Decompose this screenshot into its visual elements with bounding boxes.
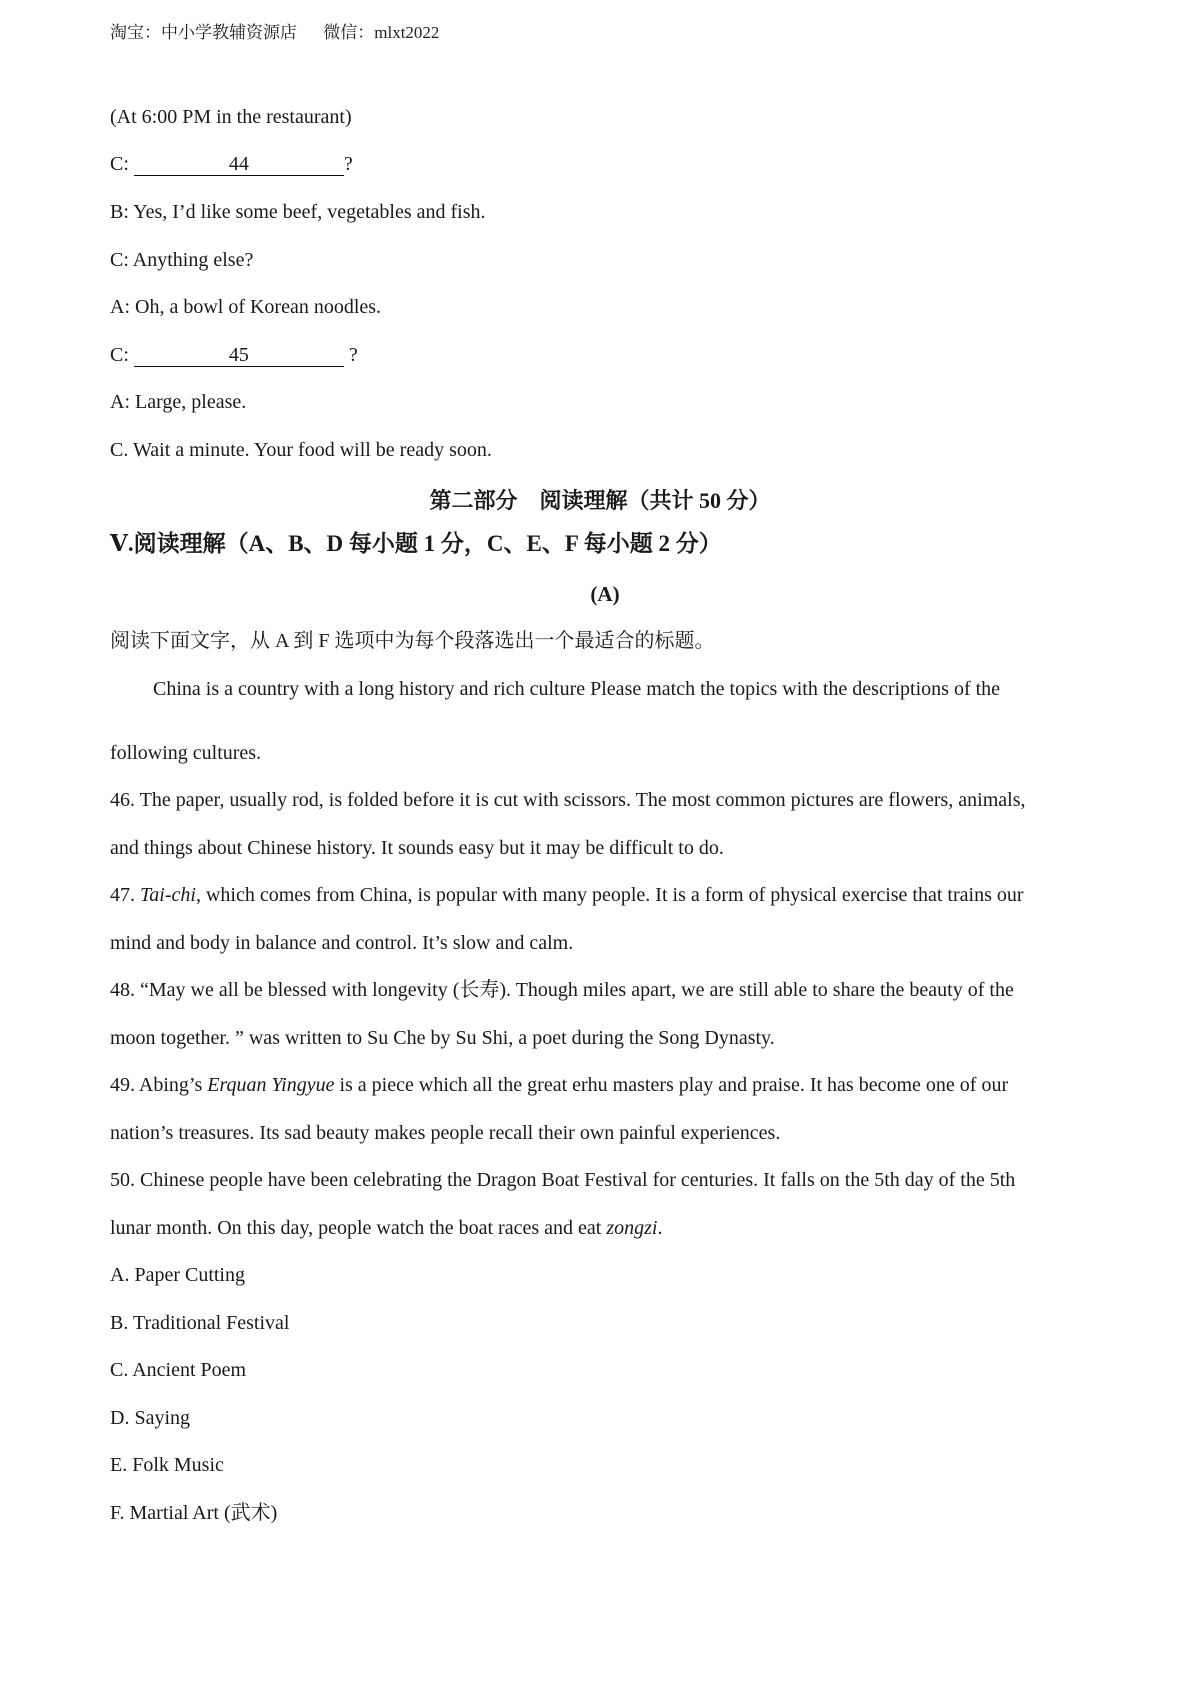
dialogue-line-a1: A: Oh, a bowl of Korean noodles.: [110, 296, 382, 318]
question-49-line-1: [110, 1073, 1008, 1097]
dialogue-line-a2: A: Large, please.: [110, 391, 247, 413]
question-47-line-2: mind and body in balance and control. It’s slow and calm.: [110, 932, 574, 954]
answer-blank-44[interactable]: 44: [134, 153, 344, 176]
question-47-line-1: [110, 883, 1024, 907]
question-48-line-1: 48. “May we all be blessed with longevity (长寿). Though miles apart, we are still able to share the beauty of the: [110, 979, 1014, 1001]
question-48-line-2: moon together. ” was written to Su Che by Su Shi, a poet during the Song Dynasty.: [110, 1027, 775, 1049]
option-e: E. Folk Music: [110, 1454, 224, 1476]
question-text: .: [657, 1217, 663, 1239]
subsection-label: (A): [590, 582, 620, 606]
question-text: lunar month. On this day, people watch the boat races and eat: [110, 1217, 607, 1239]
option-d: D. Saying: [110, 1407, 190, 1429]
question-46-line-2: and things about Chinese history. It sounds easy but it may be difficult to do.: [110, 837, 724, 859]
option-f: F. Martial Art (武术): [110, 1502, 278, 1524]
question-46-line-1: 46. The paper, usually rod, is folded before it is cut with scissors. The most common pictures are flowers, animals,: [110, 789, 1026, 811]
question-49-line-2: nation’s treasures. Its sad beauty makes people recall their own painful experiences.: [110, 1122, 781, 1144]
dialogue-line-b1: B: Yes, I’d like some beef, vegetables and fish.: [110, 201, 486, 223]
section-heading: Ⅴ.阅读理解（A、B、D 每小题 1 分，C、E、F 每小题 2 分）: [110, 531, 722, 556]
italic-term: zongzi: [606, 1217, 658, 1239]
answer-blank-45[interactable]: 45: [134, 344, 344, 367]
question-mark: ?: [343, 344, 358, 366]
question-text: , which comes from China, is popular with many people. It is a form of physical exercise that trains our: [195, 884, 1024, 906]
italic-term: Tai-chi: [140, 884, 196, 906]
question-number: 47.: [110, 884, 140, 906]
italic-term: Erquan Yingyue: [207, 1074, 335, 1096]
question-mark: ?: [343, 153, 353, 175]
header-wechat: 微信：mlxt2022: [323, 23, 440, 42]
option-c: C. Ancient Poem: [110, 1359, 247, 1381]
question-text: 49. Abing’s: [110, 1074, 208, 1096]
question-50-line-2: [110, 1216, 662, 1240]
intro-line-1: China is a country with a long history and rich culture Please match the topics with the descriptions of the: [153, 678, 1001, 700]
dialogue-line-c4: C. Wait a minute. Your food will be ready soon.: [110, 439, 492, 461]
page-header: [110, 18, 461, 43]
option-b: B. Traditional Festival: [110, 1312, 290, 1334]
part-title: 第二部分 阅读理解（共计 50 分）: [429, 488, 771, 513]
option-a: A. Paper Cutting: [110, 1264, 245, 1286]
dialogue-scene: (At 6:00 PM in the restaurant): [110, 106, 352, 128]
question-text: is a piece which all the great erhu masters play and praise. It has become one of our: [334, 1074, 1009, 1096]
question-50-line-1: 50. Chinese people have been celebrating the Dragon Boat Festival for centuries. It falls on the 5th day of the 5th: [110, 1169, 1016, 1191]
dialogue-line-c2: C: Anything else?: [110, 249, 254, 271]
intro-line-2: following cultures.: [110, 742, 262, 764]
header-shop: 淘宝：中小学教辅资源店: [110, 23, 297, 42]
dialogue-line-c1: [110, 152, 353, 176]
instruction-text: 阅读下面文字，从 A 到 F 选项中为每个段落选出一个最适合的标题。: [110, 630, 715, 652]
speaker-label: C:: [110, 344, 134, 366]
speaker-label: C:: [110, 153, 134, 175]
dialogue-line-c3: [110, 343, 358, 367]
